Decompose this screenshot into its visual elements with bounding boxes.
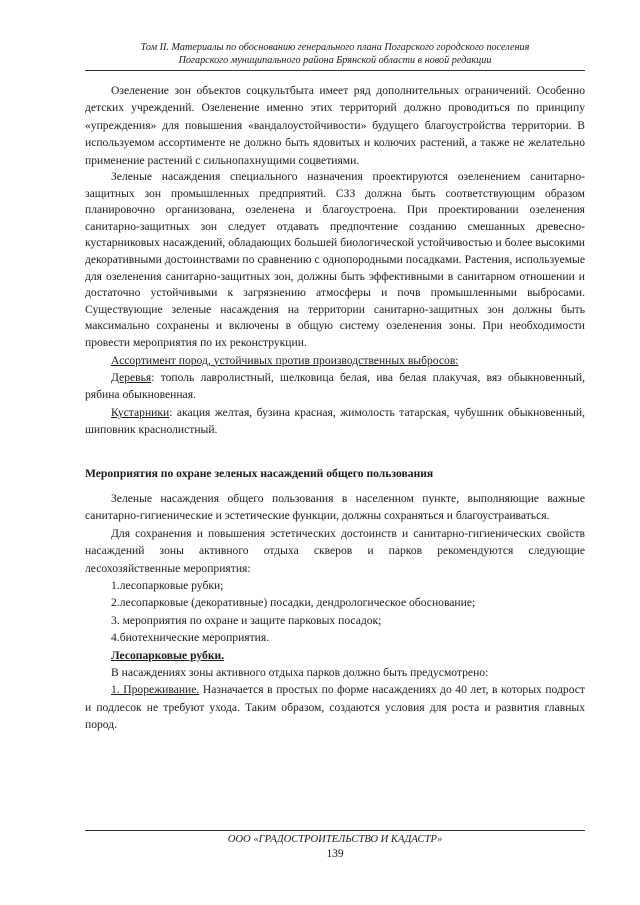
footer-divider <box>85 830 585 831</box>
paragraph-should-be-provided: В насаждениях зоны активного отдыха парков должно быть предусмотрено: <box>111 666 489 680</box>
trees-label: Деревья <box>111 370 152 384</box>
shrubs-label: Кустарники <box>111 405 170 419</box>
assortment-heading <box>85 352 585 369</box>
paragraph-social-facilities: Озеленение зон объектов соцкультбыта имеет ряд дополнительных ограничений. Особенно детских учреждений. Озеленение именно этих территорий должно проводиться по принципу «упреждения» для повышения «вандалоустойчивости» будущего благоустройства территории. В используемом ассортименте не должно быть ядовитых и колючих растений, а также не желательно применение растений с сильнопахнущими соцветиями. <box>85 84 585 167</box>
footer-company: ООО «ГРАДОСТРОИТЕЛЬСТВО И КАДАСТР» <box>227 834 443 845</box>
paragraph-thinning <box>85 681 585 733</box>
header-line-2: Погарского муниципального района Брянской области в новой редакции <box>178 55 492 66</box>
section-title: Мероприятия по охране зеленых насаждений общего пользования <box>85 466 434 480</box>
subheading-paragraph <box>85 647 585 664</box>
list-item: 3. мероприятия по охране и защите парковых посадок; <box>111 613 382 627</box>
list-item: 1.лесопарковые рубки; <box>111 579 224 593</box>
trees-text: : тополь лавролистный, шелковица белая, ива белая плакучая, вяз обыкновенный, рябина обыкновенная. <box>85 370 585 402</box>
paragraph-public-greenery: Зеленые насаждения общего пользования в населенном пункте, выполняющие важные санитарно-гигиенические и эстетические функции, должны сохраняться и благоустраиваться. <box>85 492 585 523</box>
subheading-forest-cutting: Лесопарковые рубки. <box>111 648 225 662</box>
paragraph-special-purpose: Зеленые насаждения специального назначения проектируются озеленением санитарно-защитных зон промышленных предприятий. СЗЗ должна быть соответствующим образом планировочно организована, озеленена и благоустроена. При проектировании озеленения санитарно-защитных зон следует отдавать предпочтение созданию смешанных древесно-кустарниковых насаждений, обладающих большей биологической устойчивостью и более высокими декоративными достоинствами по сравнению с однопородными посадками. Растения, используемые для озеленения санитарно-защитных зон, должны быть эффективными в санитарном отношении и достаточно устойчивыми к загрязнению атмосферы и почв промышленными выбросами. Существующие зеленые насаждения на территории санитарно-защитных зон должны быть максимально сохранены и включены в общую систему озеленения зоны. При необходимости провести мероприятия по их реконструкции. <box>85 170 585 349</box>
list-item: 2.лесопарковые (декоративные) посадки, дендрологическое обоснование; <box>111 596 476 610</box>
title-gap <box>85 482 585 490</box>
header-divider <box>85 70 585 71</box>
thinning-label: 1. Прореживание. <box>111 683 200 697</box>
shrubs-text: : акация желтая, бузина красная, жимолость татарская, чубушник обыкновенный, шиповник краснолистный. <box>85 405 585 437</box>
page-number: 139 <box>326 848 344 860</box>
trees-paragraph <box>85 369 585 404</box>
thinning-text: Назначается в простых по форме насаждениях до 40 лет, в которых подрост и подлесок не требуют ухода. Таким образом, создаются условия для роста и развития главных пород. <box>85 683 585 732</box>
shrubs-paragraph <box>85 404 585 439</box>
list-item: 4.биотехнические мероприятия. <box>111 631 270 645</box>
assortment-heading-text: Ассортимент пород, устойчивых против производственных выбросов: <box>111 353 459 367</box>
paragraph-measures-intro: Для сохранения и повышения эстетических достоинств и санитарно-гигиенических свойств насаждений зоны активного отдыха скверов и парков рекомендуются следующие лесохозяйственные мероприятия: <box>85 526 585 575</box>
header-line-1: Том II. Материалы по обоснованию генерального плана Погарского городского поселения <box>140 42 530 53</box>
section-gap <box>85 439 585 465</box>
running-header <box>85 41 585 67</box>
document-body <box>85 82 585 734</box>
